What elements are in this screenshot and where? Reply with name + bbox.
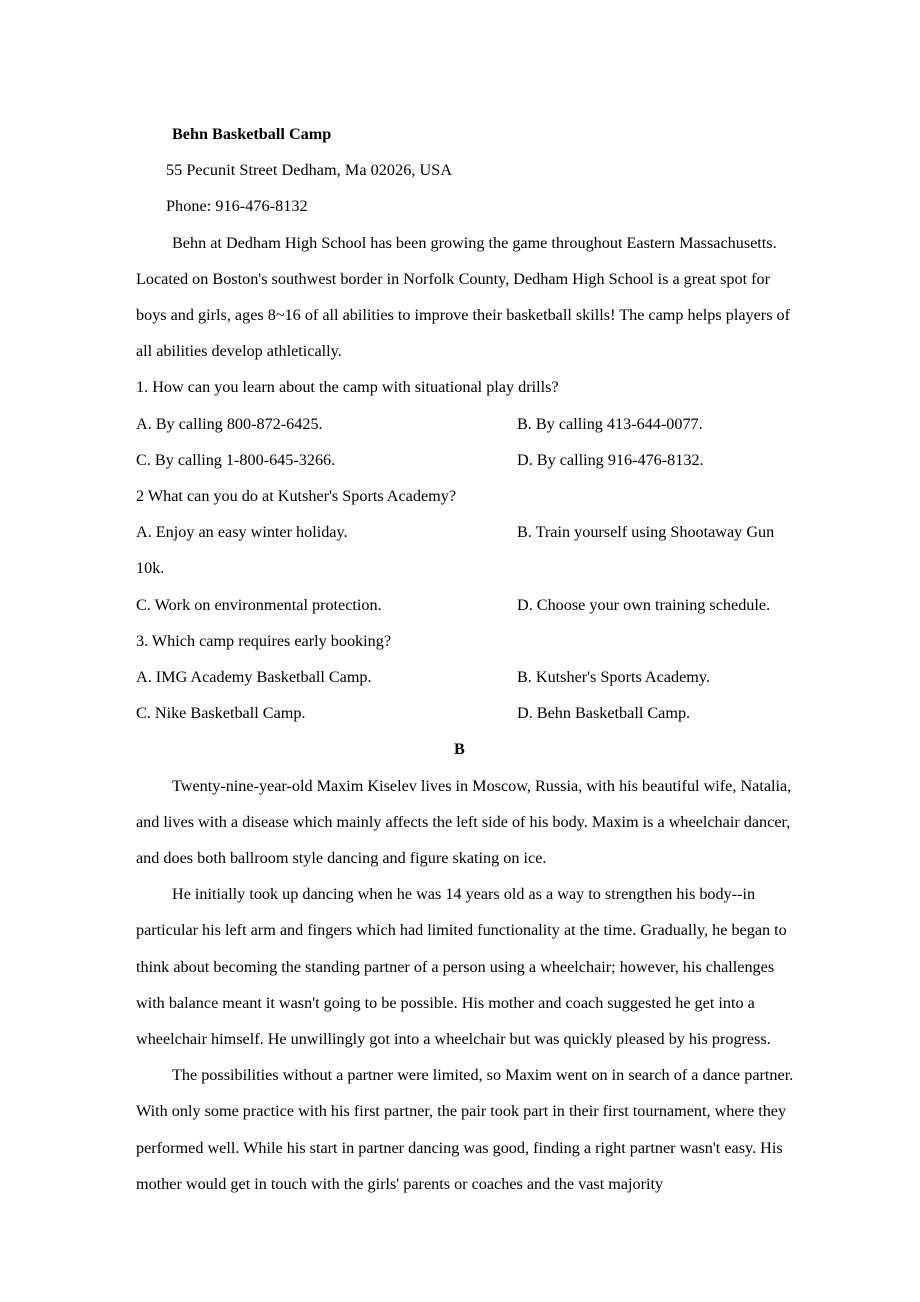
camp-description: Behn at Dedham High School has been growing the game throughout Eastern Massachusetts. Located on Boston's southwest border in Norfolk County, Dedham High School is a great spot for boys and girls, ages 8~16 of all abilities to improve their basketball skills! The camp helps players of all abilities develop athletically. [136,233,791,361]
question-3-option-c[interactable]: C. Nike Basketball Camp. [136,704,306,723]
question-3-option-b[interactable]: B. Kutsher's Sports Academy. [517,668,710,687]
question-1-option-c[interactable]: C. By calling 1-800-645-3266. [136,450,336,469]
question-1-options-row-2 [136,442,794,478]
passage-b-paragraph-2: He initially took up dancing when he was 14 years old as a way to strengthen his body--in particular his left arm and fingers which had limited functionality at the time. Gradually, he began to think about becoming the standing partner of a person using a wheelchair; however, his challenges with balance meant it wasn't going to be possible. His mother and coach suggested he get into a wheelchair himself. He unwillingly got into a wheelchair but was quickly pleased by his progress. [136,885,787,1049]
question-3-option-d[interactable]: D. Behn Basketball Camp. [517,704,691,723]
question-1-stem: 1. How can you learn about the camp with situational play drills? [136,378,559,397]
question-1-option-d[interactable]: D. By calling 916-476-8132. [517,450,704,469]
question-3-options-row-2 [136,695,794,731]
section-marker-b: B [454,740,465,759]
question-2-options-row-2 [136,587,794,623]
passage-b-paragraph-3: The possibilities without a partner were limited, so Maxim went on in search of a dance partner. With only some practice with his first partner, the pair took part in their first tournament, where they performed well. While his start in partner dancing was good, finding a right partner wasn't easy. His mother would get in touch with the girls' parents or coaches and the vast majority [136,1066,794,1193]
question-2-option-a[interactable]: A. Enjoy an easy winter holiday. [136,523,348,542]
question-2-option-b[interactable]: B. Train yourself using Shootaway Gun [517,523,775,542]
camp-phone: Phone: 916-476-8132 [166,197,308,216]
passage-b-paragraph-1: Twenty-nine-year-old Maxim Kiselev lives in Moscow, Russia, with his beautiful wife, Natalia, and lives with a disease which mainly affects the left side of his body. Maxim is a wheelchair dancer, and does both ballroom style dancing and figure skating on ice. [136,776,792,868]
question-3-options-row-1 [136,659,794,695]
question-2-option-d[interactable]: D. Choose your own training schedule. [517,595,771,614]
question-2-option-c[interactable]: C. Work on environmental protection. [136,595,382,614]
question-3-option-a[interactable]: A. IMG Academy Basketball Camp. [136,668,372,687]
question-2-option-b-continuation: 10k. [136,559,165,578]
document-content [136,116,794,1202]
camp-address: 55 Pecunit Street Dedham, Ma 02026, USA [166,161,453,180]
question-1-options-row-1 [136,406,794,442]
camp-title: Behn Basketball Camp [172,125,332,143]
question-2-options-row-1 [136,514,794,550]
question-3-stem: 3. Which camp requires early booking? [136,631,392,650]
question-1-option-b[interactable]: B. By calling 413-644-0077. [517,414,703,433]
question-1-option-a[interactable]: A. By calling 800-872-6425. [136,414,323,433]
question-2-stem: 2 What can you do at Kutsher's Sports Academy? [136,487,457,506]
